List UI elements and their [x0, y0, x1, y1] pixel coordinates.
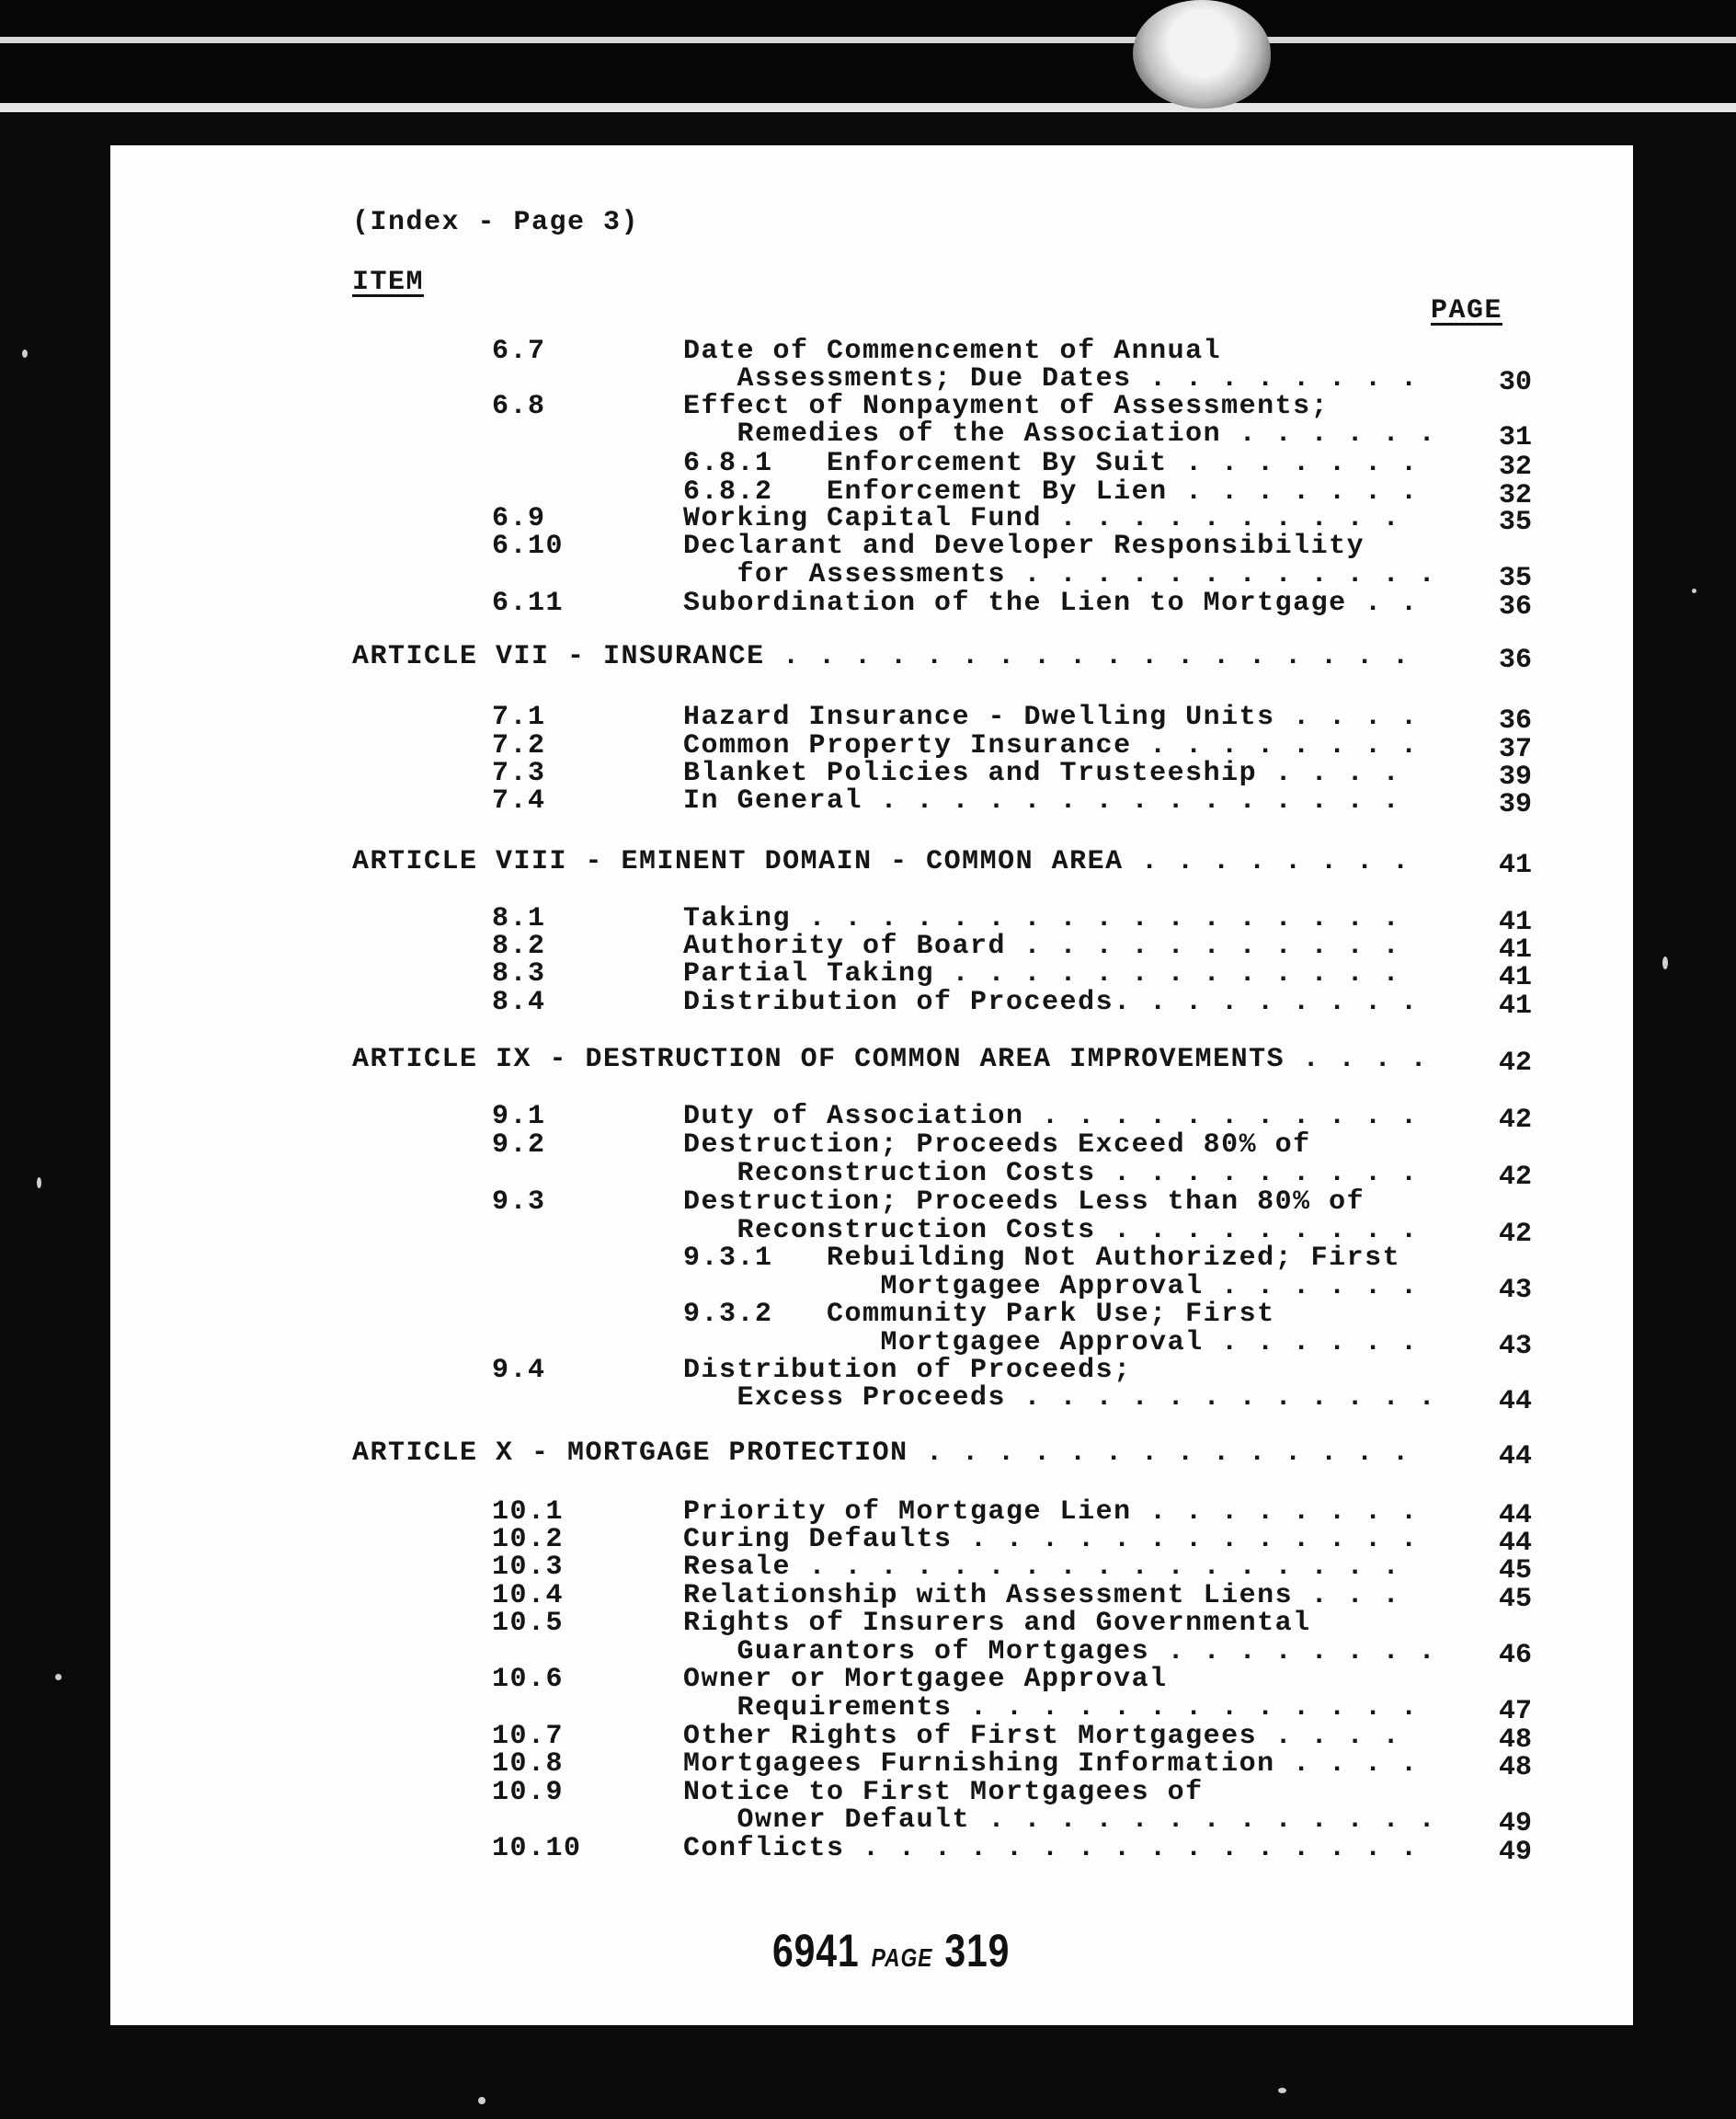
stamp-page-number: 319	[944, 1925, 1011, 1976]
page-number: 41	[1498, 991, 1532, 1022]
section-number: 8.1	[492, 903, 546, 934]
index-page-label: (Index - Page 3)	[352, 207, 640, 238]
section-title: Curing Defaults . . . . . . . . . . . . .	[683, 1524, 1419, 1555]
section-title: Date of Commencement of Annual	[683, 336, 1222, 367]
section-title: In General . . . . . . . . . . . . . . .	[683, 785, 1401, 817]
section-title: 6.8.1 Enforcement By Suit . . . . . . .	[683, 448, 1419, 479]
article-heading: ARTICLE VII - INSURANCE . . . . . . . . . . . . . . . . . .	[352, 641, 1410, 672]
section-title: Mortgagees Furnishing Information . . . .	[683, 1748, 1419, 1780]
section-title: Taking . . . . . . . . . . . . . . . . .	[683, 903, 1401, 934]
page-number: 48	[1498, 1752, 1532, 1783]
section-title: Remedies of the Association . . . . . .	[683, 418, 1437, 450]
section-number: 10.10	[492, 1833, 582, 1864]
section-title: 9.3.2 Community Park Use; First	[683, 1299, 1275, 1330]
page-number: 41	[1498, 907, 1532, 938]
section-number: 6.11	[492, 588, 565, 619]
section-title: Excess Proceeds . . . . . . . . . . . .	[683, 1382, 1437, 1414]
section-title: 9.3.1 Rebuilding Not Authorized; First	[683, 1243, 1401, 1274]
page-number: 42	[1498, 1162, 1532, 1193]
section-title: Distribution of Proceeds;	[683, 1355, 1132, 1386]
page-number: 39	[1498, 789, 1532, 820]
section-number: 6.9	[492, 503, 546, 534]
section-title: Mortgagee Approval . . . . . .	[683, 1271, 1419, 1302]
page-number: 41	[1498, 934, 1532, 966]
section-number: 9.4	[492, 1355, 546, 1386]
page-number: 36	[1498, 705, 1532, 737]
section-number: 6.10	[492, 531, 565, 562]
section-title: Owner Default . . . . . . . . . . . . .	[683, 1804, 1437, 1836]
section-title: Partial Taking . . . . . . . . . . . . .	[683, 958, 1401, 990]
section-number: 8.2	[492, 931, 546, 962]
section-title: Authority of Board . . . . . . . . . . .	[683, 931, 1401, 962]
scan-noise	[22, 349, 28, 358]
page-number: 31	[1498, 422, 1532, 453]
section-title: Guarantors of Mortgages . . . . . . . .	[683, 1636, 1437, 1667]
page-number: 32	[1498, 480, 1532, 511]
article-heading: ARTICLE VIII - EMINENT DOMAIN - COMMON AREA . . . . . . . .	[352, 846, 1410, 877]
book-page-stamp	[772, 1924, 1010, 1977]
section-title: Resale . . . . . . . . . . . . . . . . .	[683, 1552, 1401, 1583]
page-number: 36	[1498, 645, 1532, 676]
item-column-heading: ITEM	[352, 267, 425, 298]
section-title: Mortgagee Approval . . . . . .	[683, 1327, 1419, 1358]
section-title: Hazard Insurance - Dwelling Units . . . .	[683, 702, 1419, 733]
page-number: 44	[1498, 1500, 1532, 1531]
page-number: 47	[1498, 1696, 1532, 1727]
section-title: Owner or Mortgagee Approval	[683, 1664, 1168, 1695]
section-title: Assessments; Due Dates . . . . . . . .	[683, 363, 1419, 395]
section-title: Working Capital Fund . . . . . . . . . .	[683, 503, 1401, 534]
section-title: Conflicts . . . . . . . . . . . . . . . .	[683, 1833, 1419, 1864]
page-number: 39	[1498, 762, 1532, 793]
section-number: 6.8	[492, 391, 546, 422]
section-number: 10.4	[492, 1580, 565, 1611]
section-title: Destruction; Proceeds Exceed 80% of	[683, 1129, 1311, 1161]
article-heading: ARTICLE IX - DESTRUCTION OF COMMON AREA IMPROVEMENTS . . . .	[352, 1044, 1429, 1075]
section-number: 10.6	[492, 1664, 565, 1695]
book-number: 6941	[772, 1925, 860, 1976]
section-number: 10.8	[492, 1748, 565, 1780]
section-title: Duty of Association . . . . . . . . . . .	[683, 1101, 1419, 1132]
section-number: 8.3	[492, 958, 546, 990]
section-number: 10.7	[492, 1721, 565, 1752]
article-heading: ARTICLE X - MORTGAGE PROTECTION . . . . . . . . . . . . . .	[352, 1437, 1410, 1469]
section-title: Notice to First Mortgagees of	[683, 1777, 1204, 1808]
stamp-page-abbrev: PAGE	[871, 1943, 933, 1972]
section-number: 10.2	[492, 1524, 565, 1555]
page-number: 32	[1498, 452, 1532, 483]
section-number: 10.9	[492, 1777, 565, 1808]
section-number: 10.5	[492, 1608, 565, 1639]
document-page	[110, 145, 1633, 2025]
section-title: Effect of Nonpayment of Assessments;	[683, 391, 1330, 422]
page-number: 35	[1498, 563, 1532, 594]
section-title: Rights of Insurers and Governmental	[683, 1608, 1311, 1639]
section-number: 10.3	[492, 1552, 565, 1583]
section-title: Distribution of Proceeds. . . . . . . . .	[683, 987, 1419, 1018]
page-number: 41	[1498, 962, 1532, 993]
section-number: 7.2	[492, 730, 546, 762]
scan-noise	[478, 2097, 485, 2104]
page-number: 45	[1498, 1555, 1532, 1586]
page-number: 42	[1498, 1105, 1532, 1136]
page-number: 49	[1498, 1808, 1532, 1839]
section-number: 8.4	[492, 987, 546, 1018]
page-number: 42	[1498, 1048, 1532, 1079]
section-number: 6.7	[492, 336, 546, 367]
page-number: 35	[1498, 507, 1532, 538]
page-number: 43	[1498, 1275, 1532, 1306]
scan-noise	[1692, 589, 1696, 593]
scan-edge-line	[0, 37, 1736, 43]
page-number: 36	[1498, 591, 1532, 623]
section-title: Other Rights of First Mortgagees . . . .	[683, 1721, 1401, 1752]
section-title: Priority of Mortgage Lien . . . . . . . .	[683, 1496, 1419, 1528]
scan-noise	[37, 1177, 41, 1188]
section-title: for Assessments . . . . . . . . . . . .	[683, 559, 1437, 590]
scan-noise	[1278, 2088, 1286, 2093]
section-title: 6.8.2 Enforcement By Lien . . . . . . .	[683, 476, 1419, 508]
section-number: 10.1	[492, 1496, 565, 1528]
section-title: Relationship with Assessment Liens . . .	[683, 1580, 1401, 1611]
section-number: 7.1	[492, 702, 546, 733]
page-number: 30	[1498, 367, 1532, 398]
page-number: 37	[1498, 734, 1532, 765]
page-number: 49	[1498, 1837, 1532, 1868]
page-number: 48	[1498, 1724, 1532, 1756]
page-number: 42	[1498, 1219, 1532, 1250]
page-column-heading: PAGE	[1431, 295, 1503, 326]
scan-noise	[55, 1674, 62, 1680]
section-title: Reconstruction Costs . . . . . . . . .	[683, 1158, 1419, 1189]
page-number: 46	[1498, 1640, 1532, 1671]
page-number: 41	[1498, 850, 1532, 881]
scan-edge-line	[0, 103, 1736, 112]
section-title: Reconstruction Costs . . . . . . . . .	[683, 1215, 1419, 1246]
section-number: 9.3	[492, 1186, 546, 1218]
page-number: 44	[1498, 1386, 1532, 1417]
scan-noise	[1662, 956, 1668, 969]
page-number: 43	[1498, 1331, 1532, 1362]
section-title: Common Property Insurance . . . . . . . .	[683, 730, 1419, 762]
section-title: Declarant and Developer Responsibility	[683, 531, 1365, 562]
section-title: Subordination of the Lien to Mortgage . .	[683, 588, 1419, 619]
section-title: Destruction; Proceeds Less than 80% of	[683, 1186, 1365, 1218]
binder-hole-mark	[1133, 0, 1271, 109]
page-number: 44	[1498, 1441, 1532, 1472]
scan-top-band	[0, 0, 1736, 114]
section-number: 9.1	[492, 1101, 546, 1132]
section-number: 7.4	[492, 785, 546, 817]
section-number: 7.3	[492, 758, 546, 789]
section-title: Blanket Policies and Trusteeship . . . .	[683, 758, 1401, 789]
section-title: Requirements . . . . . . . . . . . . .	[683, 1692, 1419, 1724]
page-number: 45	[1498, 1584, 1532, 1615]
page-number: 44	[1498, 1528, 1532, 1559]
section-number: 9.2	[492, 1129, 546, 1161]
